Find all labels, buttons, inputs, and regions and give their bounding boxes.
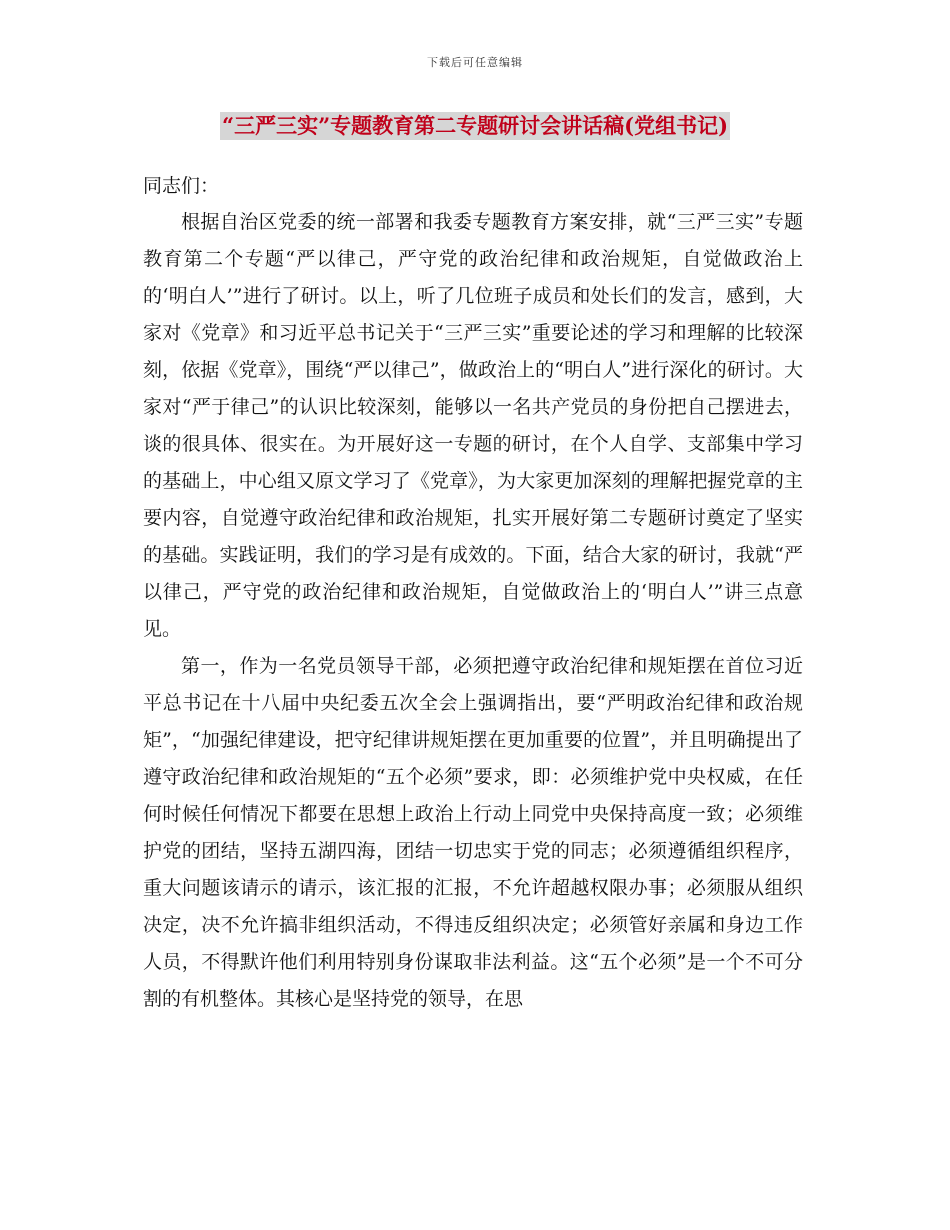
header-note: 下载后可任意编辑 [427, 56, 523, 69]
salutation: 同志们： [143, 175, 220, 197]
paragraph-1: 根据自治区党委的统一部署和我委专题教育方案安排，就“三严三实”专题教育第二个专题“严以律己，严守党的政治纪律和政治规矩，自觉做政治上的‘明白人’”进行了研讨。以上，听了几位班子成员和处长们的发言，感到，大家对《党章》和习近平总书记关于“三严三实”重要论述的学习和理解的比较深刻，依据《党章》，围绕“严以律己”，做政治上的“明白人”进行深化的研讨。大家对“严于律己”的认识比较深刻，能够以一名共产党员的身份把自己摆进去，谈的很具体、很实在。为开展好这一专题的研讨，在个人自学、支部集中学习的基础上，中心组又原文学习了《党章》，为大家更加深刻的理解把握党章的主要内容，自觉遵守政治纪律和政治规矩，扎实开展好第二专题研讨奠定了坚实的基础。实践证明，我们的学习是有成效的。下面，结合大家的研讨，我就“严以律己，严守党的政治纪律和政治规矩，自觉做政治上的‘明白人’”讲三点意见。 [143, 211, 803, 640]
document-title: “三严三实”专题教育第二专题研讨会讲话稿(党组书记) [221, 113, 729, 138]
document-body [143, 204, 803, 1018]
paragraph-2: 第一，作为一名党员领导干部，必须把遵守政治纪律和规矩摆在首位习近平总书记在十八届中央纪委五次全会上强调指出，要“严明政治纪律和政治规矩”，“加强纪律建设，把守纪律讲规矩摆在更加重要的位置”，并且明确提出了遵守政治纪律和政治规矩的“五个必须”要求，即：必须维护党中央权威，在任何时候任何情况下都要在思想上政治上行动上同党中央保持高度一致；必须维护党的团结，坚持五湖四海，团结一切忠实于党的同志；必须遵循组织程序，重大问题该请示的请示，该汇报的汇报，不允许超越权限办事；必须服从组织决定，决不允许搞非组织活动，不得违反组织决定；必须管好亲属和身边工作人员，不得默许他们利用特别身份谋取非法利益。这“五个必须”是一个不可分割的有机整体。其核心是坚持党的领导，在思 [143, 655, 803, 1010]
title-container [0, 112, 950, 140]
